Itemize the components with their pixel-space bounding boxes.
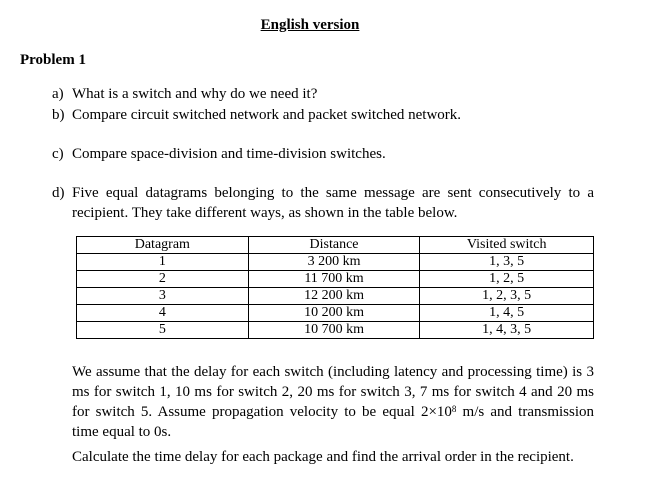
exponent: 8 — [451, 404, 457, 414]
cell-visited-switch: 1, 2, 3, 5 — [420, 288, 594, 305]
cell-visited-switch: 1, 2, 5 — [420, 271, 594, 288]
assumption-text-end: m/s and transmission time equal to 0s. — [72, 404, 594, 440]
problem-title: Problem 1 — [20, 52, 86, 68]
cell-visited-switch: 1, 4, 3, 5 — [420, 322, 594, 339]
column-header-visited-switch: Visited switch — [420, 237, 594, 254]
question-text: What is a switch and why do we need it? — [72, 86, 318, 102]
cell-visited-switch: 1, 4, 5 — [420, 305, 594, 322]
assumption-text: We assume that the delay for each switch (including latency and processing time) is 3 ms for switch 1, 10 ms for switch 2, 20 ms for switch 3, 7 ms for switch 4 and 20 ms for switch 5. Assume propagation velocity to be equal 2×10 — [72, 364, 594, 420]
question-text-line1: Five equal datagrams belonging to the same message are sent consecutively to a — [72, 185, 594, 201]
table-row — [77, 322, 594, 339]
table-row — [77, 254, 594, 271]
calculate-instruction: Calculate the time delay for each package and find the arrival order in the recipient. — [72, 449, 574, 465]
table-row — [77, 305, 594, 322]
cell-distance: 10 700 km — [248, 322, 420, 339]
cell-distance: 10 200 km — [248, 305, 420, 322]
question-letter: d) — [52, 185, 65, 201]
cell-datagram: 3 — [77, 288, 249, 305]
question-letter: a) — [52, 86, 64, 102]
question-letter: c) — [52, 146, 64, 162]
datagram-table — [76, 236, 594, 339]
table-header-row — [77, 237, 594, 254]
cell-distance: 12 200 km — [248, 288, 420, 305]
cell-datagram: 2 — [77, 271, 249, 288]
column-header-datagram: Datagram — [77, 237, 249, 254]
cell-datagram: 4 — [77, 305, 249, 322]
question-text: Compare circuit switched network and packet switched network. — [72, 107, 462, 123]
cell-distance: 11 700 km — [248, 271, 420, 288]
question-text: Compare space-division and time-division switches. — [72, 146, 386, 162]
assumption-paragraph — [72, 362, 594, 442]
cell-visited-switch: 1, 3, 5 — [420, 254, 594, 271]
column-header-distance: Distance — [248, 237, 420, 254]
table-row — [77, 271, 594, 288]
cell-distance: 3 200 km — [248, 254, 420, 271]
cell-datagram: 5 — [77, 322, 249, 339]
table-row — [77, 288, 594, 305]
cell-datagram: 1 — [77, 254, 249, 271]
question-text-line2: recipient. They take different ways, as shown in the table below. — [72, 205, 458, 221]
question-letter: b) — [52, 107, 65, 123]
document-heading: English version — [260, 17, 360, 33]
